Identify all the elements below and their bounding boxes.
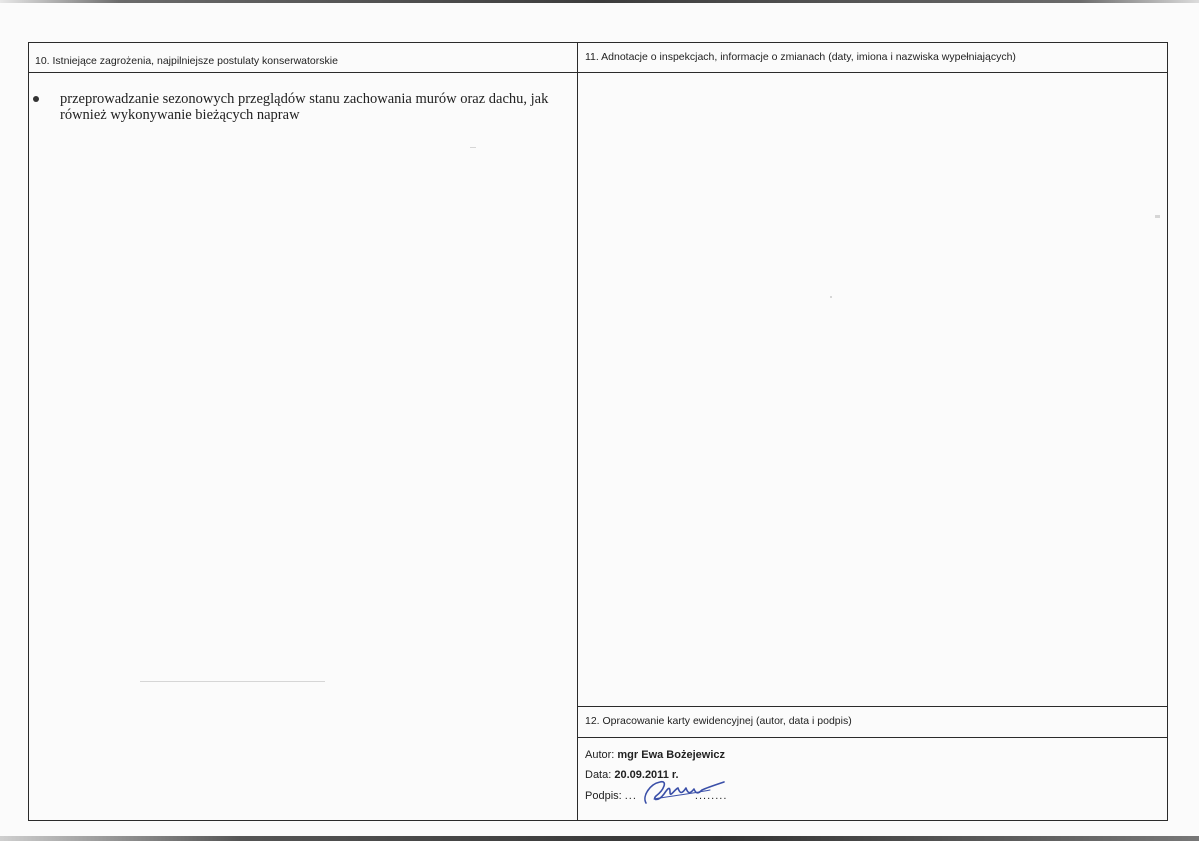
date-value: 20.09.2011 r.: [614, 769, 679, 781]
author-row: [585, 748, 725, 762]
author-label: Autor:: [585, 749, 618, 761]
signature-label: Podpis:: [585, 790, 625, 802]
column-divider: [577, 43, 578, 820]
signature-trail-dots: ........: [694, 790, 728, 802]
scan-bottom-edge: [0, 836, 1199, 841]
scan-artifact: [470, 147, 476, 148]
section12-header-rule: [578, 737, 1168, 738]
form-frame: [28, 42, 1168, 821]
scan-artifact: [140, 681, 325, 682]
section12-top-rule: [578, 706, 1168, 707]
signature-lead-dots: ...: [624, 790, 637, 802]
section11-title: 11. Adnotacje o inspekcjach, informacje o zmianach (daty, imiona i nazwiska wypełniających): [585, 51, 1016, 63]
scan-artifact: [1155, 215, 1160, 218]
section10-item: przeprowadzanie sezonowych przeglądów stanu zachowania murów oraz dachu, jak również wykonywanie bieżących napraw: [60, 91, 549, 123]
bullet-icon: [33, 96, 39, 102]
scan-top-edge: [0, 0, 1199, 3]
date-label: Data:: [585, 769, 615, 781]
header-rule: [29, 72, 1167, 73]
section12-title: 12. Opracowanie karty ewidencyjnej (autor, data i podpis): [585, 715, 852, 727]
author-value: mgr Ewa Bożejewicz: [617, 749, 725, 761]
handwritten-signature-icon: [640, 776, 730, 806]
section10-title: 10. Istniejące zagrożenia, najpilniejsze postulaty konserwatorskie: [35, 55, 338, 67]
scan-artifact: [830, 296, 832, 298]
